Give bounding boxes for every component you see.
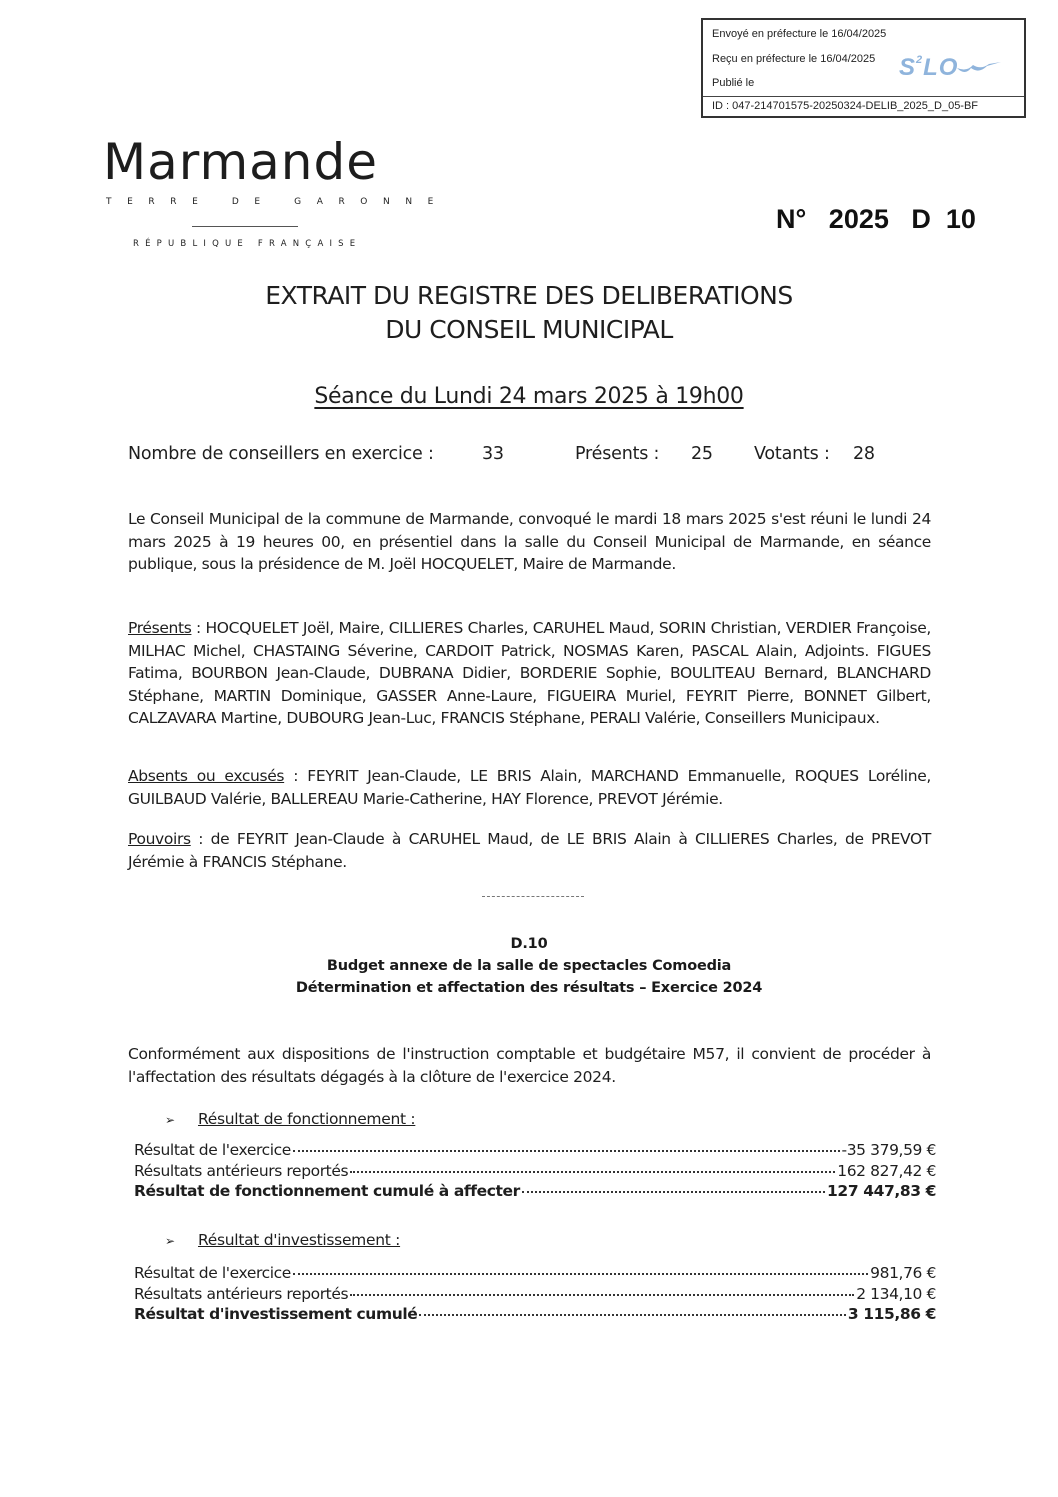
table-row [134, 1285, 936, 1306]
dot-leader [350, 1171, 835, 1173]
deliberation-number: N° 2025 D 10 [776, 204, 976, 234]
stamp-received-date: Reçu en préfecture le 16/04/2025 [712, 53, 876, 65]
deliberation-title: Budget annexe de la salle de spectacles Comoedia [326, 958, 732, 974]
dot-leader [419, 1314, 845, 1316]
pouvoirs-paragraph [128, 828, 931, 873]
dot-leader [522, 1191, 825, 1193]
stamp-id: ID : 047-214701575-20250324-DELIB_2025_D_05-BF [712, 100, 979, 112]
deliberation-intro: Conformément aux dispositions de l'instruction comptable et budgétaire M57, il convient de procéder à l'affectation des résultats dégagés à la clôture de l'exercice 2024. [128, 1045, 931, 1086]
voters-value: 28 [853, 444, 875, 464]
pouvoirs-list: : de FEYRIT Jean-Claude à CARUHEL Maud, de LE BRIS Alain à CILLIERES Charles, de PREVOT Jérémie à FRANCIS Stéphane. [128, 830, 931, 871]
voters-label: Votants : [754, 444, 830, 464]
s2lo-logo-lo: LO [923, 54, 959, 81]
presents-label: Présents [128, 619, 192, 637]
section-separator [482, 896, 584, 897]
row-value: 981,76 € [870, 1264, 936, 1282]
row-value: -35 379,59 € [841, 1141, 936, 1159]
row-label: Résultat de l'exercice [134, 1264, 291, 1282]
members-label: Nombre de conseillers en exercice : [128, 444, 434, 464]
prefecture-stamp [701, 18, 1026, 118]
row-label: Résultats antérieurs reportés [134, 1161, 349, 1180]
row-label: Résultat de l'exercice [134, 1141, 291, 1159]
stamp-sent-date: Envoyé en préfecture le 16/04/2025 [712, 28, 887, 40]
pouvoirs-label: Pouvoirs [128, 830, 191, 848]
arrow-bullet-icon: ➢ [165, 1113, 175, 1127]
fonctionnement-heading-label: Résultat de fonctionnement : [198, 1110, 416, 1128]
deliberation-subtitle: Détermination et affectation des résultats – Exercice 2024 [295, 980, 763, 996]
row-value: 162 827,42 € [837, 1161, 936, 1180]
fonctionnement-heading [165, 1110, 415, 1128]
document-title-line1: EXTRAIT DU REGISTRE DES DELIBERATIONS [265, 281, 793, 310]
table-row-total [134, 1182, 936, 1203]
row-label: Résultat de fonctionnement cumulé à affecter [134, 1182, 520, 1200]
row-label: Résultats antérieurs reportés [134, 1284, 349, 1303]
presents-paragraph [128, 617, 931, 730]
intro-paragraph: Le Conseil Municipal de la commune de Marmande, convoqué le mardi 18 mars 2025 s'est réuni le lundi 24 mars 2025 à 19 heures 00, en présentiel dans la salle du Conseil Municipal de Marmande, en séance publique, sous la présidence de M. Joël HOCQUELET, Maire de Marmande. [128, 510, 931, 573]
table-row [134, 1141, 936, 1162]
s2lo-logo-sup: 2 [916, 54, 924, 66]
investissement-heading-label: Résultat d'investissement : [198, 1231, 401, 1249]
row-value: 3 115,86 € [847, 1305, 936, 1323]
session-date [0, 384, 1058, 409]
absents-label: Absents ou excusés [128, 767, 285, 785]
table-row [134, 1264, 936, 1285]
session-date-text: Séance du Lundi 24 mars 2025 à 19h00 [314, 384, 744, 409]
dot-leader [293, 1273, 868, 1275]
present-label: Présents : [575, 444, 660, 464]
document-title-line2: DU CONSEIL MUNICIPAL [385, 315, 673, 344]
logo-divider [192, 226, 298, 227]
row-value: 2 134,10 € [856, 1284, 936, 1303]
absents-list: : FEYRIT Jean-Claude, LE BRIS Alain, MARCHAND Emmanuelle, ROQUES Loréline, GUILBAUD Valérie, BALLEREAU Marie-Catherine, HAY Florence, PREVOT Jérémie. [128, 767, 931, 808]
table-row-total [134, 1305, 936, 1326]
table-row [134, 1162, 936, 1183]
bird-icon [957, 60, 1001, 76]
dot-leader [350, 1294, 854, 1296]
deliberation-code: D.10 [510, 936, 548, 952]
s2lo-logo [899, 54, 958, 82]
stamp-divider [703, 96, 1024, 97]
arrow-bullet-icon: ➢ [165, 1234, 175, 1248]
presents-list: : HOCQUELET Joël, Maire, CILLIERES Charles, CARUHEL Maud, SORIN Christian, VERDIER Françoise, MILHAC Michel, CHASTAING Séverine, CARDOIT Patrick, NOSMAS Karen, PASCAL Alain, Adjoints. FIGUES Fatima, BOURBON Jean-Claude, DUBRANA Didier, BORDERIE Sophie, BOULITEAU Bernard, BLANCHARD Stéphane, MARTIN Dominique, GASSER Anne-Laure, FIGUEIRA Muriel, FEYRIT Pierre, BONNET Gilbert, CALZAVARA Martine, DUBOURG Jean-Luc, FRANCIS Stéphane, PERALI Valérie, Conseillers Municipaux. [128, 619, 931, 727]
investissement-heading [165, 1231, 400, 1249]
absents-paragraph [128, 765, 931, 810]
members-value: 33 [482, 444, 504, 464]
present-value: 25 [691, 444, 713, 464]
row-value: 127 447,83 € [827, 1182, 936, 1200]
investissement-table [134, 1264, 936, 1326]
stamp-published: Publié le [712, 77, 755, 89]
logo-republic: RÉPUBLIQUE FRANÇAISE [133, 239, 362, 249]
dot-leader [293, 1150, 840, 1152]
marmande-logo: Marmande [103, 133, 378, 191]
fonctionnement-table [134, 1141, 936, 1203]
logo-tagline: TERRE DE GARONNE [106, 197, 449, 207]
row-label: Résultat d'investissement cumulé [134, 1305, 418, 1323]
s2lo-logo-s: S [899, 54, 917, 81]
